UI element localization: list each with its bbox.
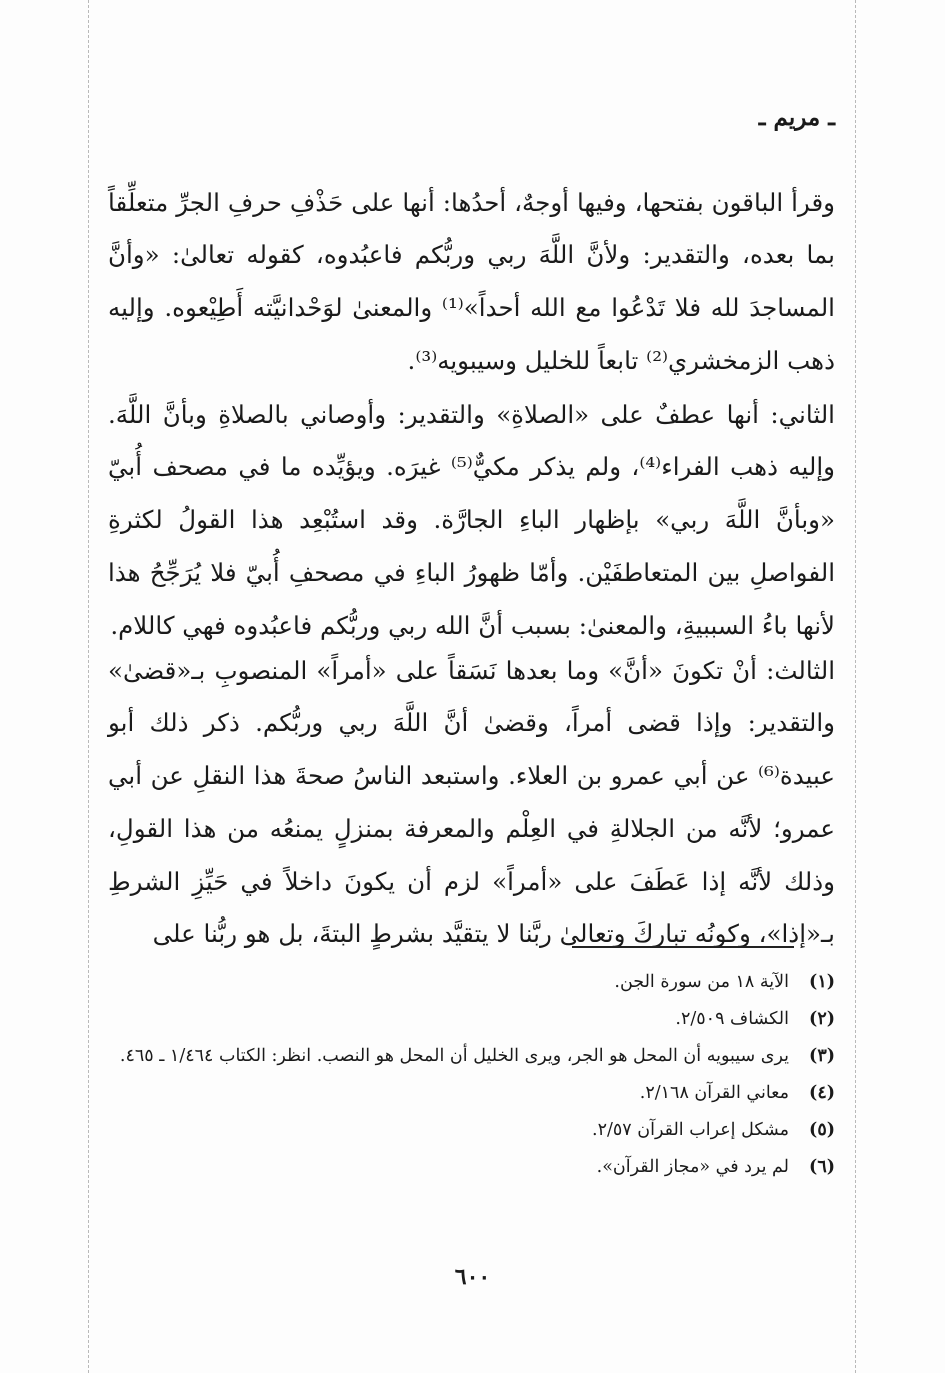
scan-guide-line bbox=[88, 0, 89, 1373]
page-number: ٦٠٠ bbox=[454, 1264, 491, 1290]
footnote-text: الكشاف ٢/٥٠٩. bbox=[675, 1009, 789, 1029]
footnote-text: يرى سيبويه أن المحل هو الجر، ويرى الخليل أن المحل هو النصب. انظر: الكتاب ١/٤٦٤ ـ ٤٦٥. bbox=[119, 1046, 789, 1066]
paragraph-second-view: الثاني: أنها عطفٌ على «الصلاةِ» والتقدير: وأوصاني بالصلاةِ وبأنَّ اللَّهَ. وإليه ذهب الفراء⁽⁴⁾، ولم يذكر مكيٌّ⁽⁵⁾ غيرَه. ويؤيِّده ما في مصحف أُبيّ «وبأنَّ اللَّهَ ربي» بإظهار الباءِ الجارَّة. وقد استُبْعِد هذا القولُ لكثرةِ الفواصلِ بين المتعاطفَيْن. وأمّا ظهورُ الباءِ في مصحفِ أُبيّ فلا يُرَجِّحُ هذا لأنها باءُ السببيةِ، والمعنىٰ: بسبب أنَّ الله ربي وربُّكم فاعبُدوه فهي كاللام. bbox=[108, 399, 836, 640]
scan-guide-line bbox=[855, 0, 856, 1373]
footnote-number: (١) bbox=[809, 972, 835, 992]
footnote-text: الآية ١٨ من سورة الجن. bbox=[614, 972, 789, 992]
paragraph-first-reading: وقرأ الباقون بفتحها، وفيها أوجهٌ، أحدُها: أنها على حَذْفِ حرفِ الجرِّ متعلِّقاً بما بعده، والتقدير: ولأنَّ اللَّهَ ربي وربُّكم فاعبُدوه، كقوله تعالىٰ: «وأنَّ المساجدَ لله فلا تَدْعُوا مع الله أحداً»⁽¹⁾ والمعنىٰ لوَحْدانيَّته أَطِيْعوه. وإليه ذهب الزمخشري⁽²⁾ تابعاً للخليل وسيبويه⁽³⁾. bbox=[108, 187, 835, 375]
footnote-number: (٥) bbox=[809, 1120, 835, 1140]
footnote-number: (٣) bbox=[809, 1046, 835, 1066]
footnote-number: (٢) bbox=[809, 1009, 835, 1029]
footnote-item bbox=[108, 964, 835, 1001]
footnotes-list bbox=[108, 964, 835, 1186]
footnote-number: (٤) bbox=[809, 1083, 835, 1103]
footnote-item bbox=[108, 1075, 835, 1112]
footnote-number: (٦) bbox=[809, 1157, 835, 1177]
footnote-item bbox=[108, 1112, 835, 1149]
footnote-item bbox=[108, 1001, 835, 1038]
footnote-separator bbox=[572, 946, 794, 948]
footnote-text: مشكل إعراب القرآن ٢/٥٧. bbox=[592, 1120, 789, 1140]
footnote-item bbox=[108, 1038, 835, 1075]
footnote-text: معاني القرآن ٢/١٦٨. bbox=[639, 1083, 789, 1103]
footnote-text: لم يرد في «مجاز القرآن». bbox=[596, 1157, 789, 1177]
footnote-item bbox=[108, 1149, 835, 1186]
running-header: ـ مريم ـ bbox=[758, 104, 835, 131]
paragraph-third-view: الثالث: أنْ تكونَ «أنَّ» وما بعدها نَسَقاً على «أمراً» المنصوبِ بـ«قضىٰ» والتقدير: وإذا قضى أمراً، وقضىٰ أنَّ اللَّهَ ربي وربُّكم. ذكر ذلك أبو عبيدة⁽⁶⁾ عن أبي عمرو بن العلاء. واستبعد الناسُ صحةَ هذا النقلِ عن أبي عمرو؛ لأنَّه من الجلالةِ في العِلْم والمعرفة بمنزلٍ يمنعُه من هذا القولِ، وذلك لأنَّه إذا عَطَفَ على «أمراً» لزم أن يكونَ داخلاً في حَيِّزِ الشرطِ بـ«إذا»، وكونُه تباركَ وتعالىٰ ربَّنا لا يتقيَّد بشرطٍ البتةَ، بل هو ربُّنا على bbox=[108, 655, 835, 949]
